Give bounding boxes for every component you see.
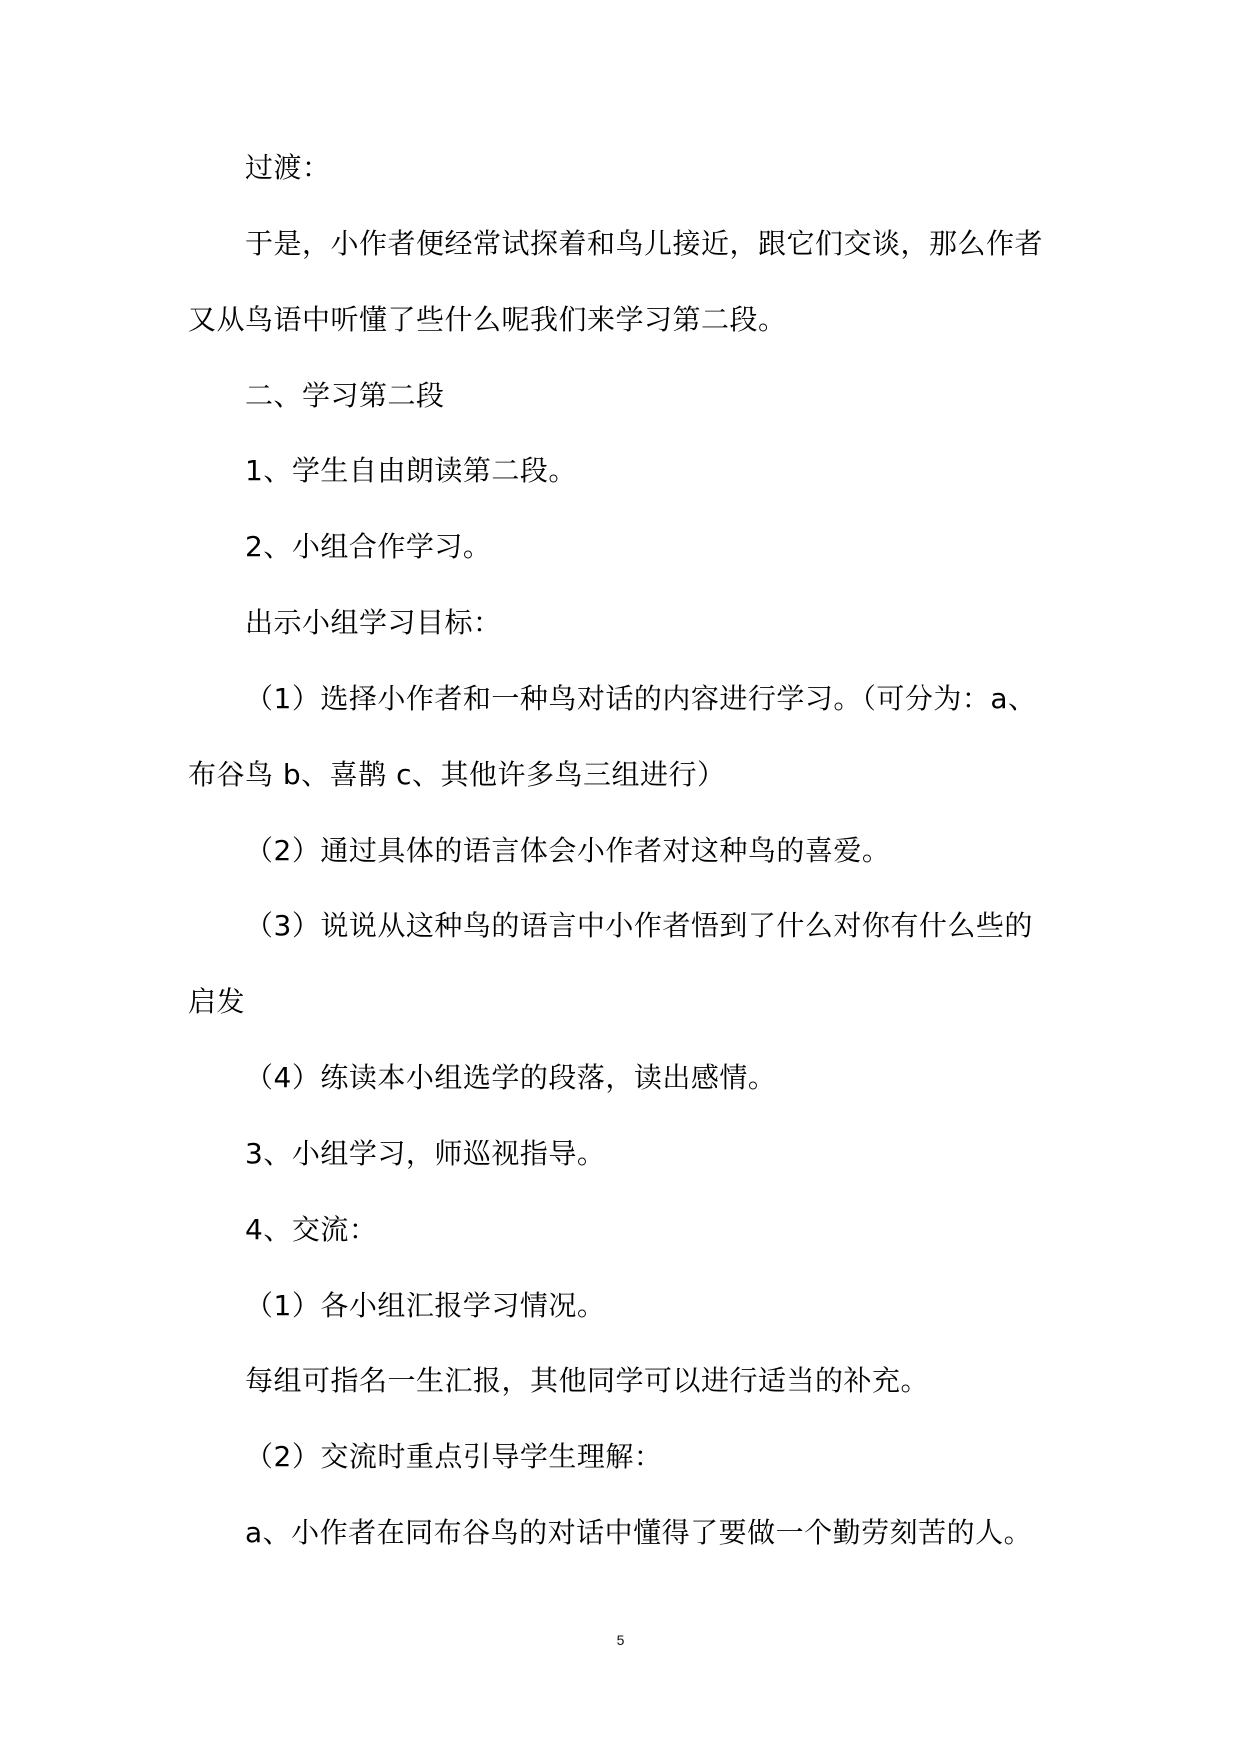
text-line: 每组可指名一生汇报，其他同学可以进行适当的补充。 <box>245 1364 930 1397</box>
text-line: 启发 <box>188 985 246 1018</box>
text-line: （2）交流时重点引导学生理解： <box>245 1440 663 1473</box>
text-line: （1）选择小作者和一种鸟对话的内容进行学习。（可分为：a、 <box>245 682 1037 715</box>
text-line: （1）各小组汇报学习情况。 <box>245 1289 606 1322</box>
text-line: 布谷鸟 b、喜鹊 c、其他许多鸟三组进行） <box>188 758 726 791</box>
text-line: （4）练读本小组选学的段落，读出感情。 <box>245 1061 777 1094</box>
text-line: 3、小组学习，师巡视指导。 <box>245 1137 606 1170</box>
text-line: 出示小组学习目标： <box>245 606 502 639</box>
text-line: 又从鸟语中听懂了些什么呢我们来学习第二段。 <box>188 303 787 336</box>
text-line: （2）通过具体的语言体会小作者对这种鸟的喜爱。 <box>245 834 891 867</box>
text-line: 过渡： <box>245 151 331 184</box>
text-line: a、小作者在同布谷鸟的对话中懂得了要做一个勤劳刻苦的人。 <box>245 1516 1033 1549</box>
text-line: 2、小组合作学习。 <box>245 530 492 563</box>
text-line: 1、学生自由朗读第二段。 <box>245 454 577 487</box>
page-number: 5 <box>616 1632 625 1648</box>
text-line: 于是，小作者便经常试探着和鸟儿接近，跟它们交谈，那么作者 <box>245 227 1044 260</box>
text-line: （3）说说从这种鸟的语言中小作者悟到了什么对你有什么些的 <box>245 909 1033 942</box>
text-line: 4、交流： <box>245 1213 378 1246</box>
section-heading: 二、学习第二段 <box>245 379 445 412</box>
